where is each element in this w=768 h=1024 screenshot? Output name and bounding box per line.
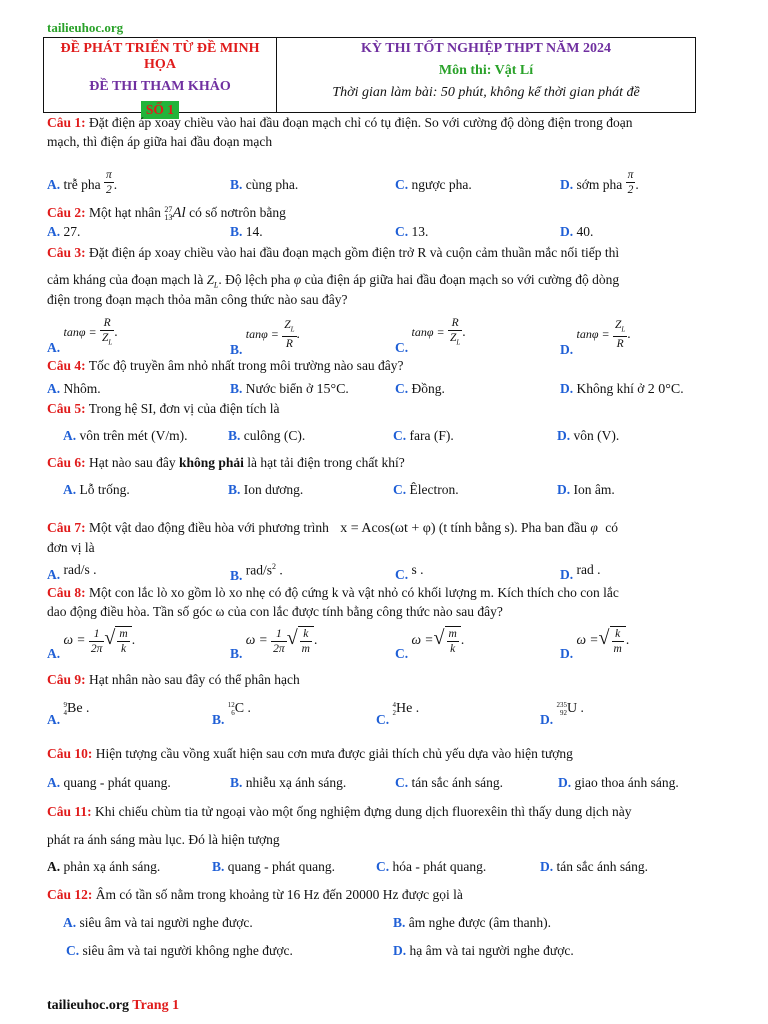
option-label: C. [395,224,409,239]
option-label: B. [230,341,243,357]
option-label: C. [395,339,409,355]
option-label: A. [47,177,61,192]
option-label: B. [230,567,243,583]
option-label: C. [395,567,409,582]
option-text: siêu âm và tai người nghe được. [79,915,253,930]
option-d[interactable]: D. ω =√ $\frac{k}{m}$ . [560,627,630,662]
exam-title: KỲ THI TỐT NGHIỆP THPT NĂM 2024 [361,41,611,56]
footer-site[interactable]: tailieuhoc.org [47,998,130,1013]
question-text: có số nơtrôn bằng [189,205,286,220]
option-label: D. [560,224,574,239]
option-text: Êlectron. [409,482,459,497]
option-label: D. [560,341,574,357]
question-text: (t tính bằng s). Pha ban đầu [438,520,588,535]
option-a[interactable] [47,859,160,875]
option-text: Nhôm. [63,381,101,396]
option-label: A. [47,859,61,874]
option-b[interactable] [230,177,298,193]
option-text: 27. [63,224,81,239]
option-label: C. [395,381,409,396]
option-text: quang - phát quang. [63,775,171,790]
question-label: Câu 6: [47,455,86,470]
option-label: A. [63,915,77,930]
option-text: fara (F). [409,428,454,443]
option-text: Nước biển ở [245,381,314,396]
question-text: là hạt tải điện trong chất khí? [247,455,405,470]
option-b[interactable] [212,859,335,875]
question-text: cảm kháng của đoạn mạch là [47,272,204,287]
option-d[interactable]: D. 235 92U . [540,700,584,727]
option-label: A. [63,428,77,443]
question-4 [47,358,404,374]
option-label: D. [560,381,574,396]
option-text: Không khí ở [576,381,645,396]
option-label: B. [230,224,243,239]
option-a[interactable]: A. trễ pha $\frac{\pi}{2}$ . [47,169,118,196]
option-label: A. [47,646,61,662]
option-c[interactable] [393,482,459,498]
option-text: vôn (V). [573,428,620,443]
question-1 [47,115,632,131]
question-text: Đặt điện áp xoay chiều vào hai đầu đoạn mạch chỉ có tụ điện. So với cường độ dòng điện trong đoạn [89,115,633,130]
option-label: B. [230,177,243,192]
option-label: A. [47,224,61,239]
option-b[interactable] [230,224,263,240]
option-label: C. [393,428,407,443]
option-text: giao thoa ánh sáng. [574,775,679,790]
option-b[interactable] [393,915,551,931]
option-label: B. [230,646,243,662]
option-c[interactable] [395,775,503,791]
option-b[interactable] [228,428,305,444]
question-text: Đặt điện áp xoay chiều vào hai đầu đoạn mạch gồm điện trở R và cuộn cảm thuần mắc nối tiếp thì [89,245,620,260]
question-text-cont: mạch, thì điện áp giữa hai đầu đoạn mạch [47,134,273,149]
option-a[interactable] [47,381,101,397]
question-text-cont: đơn vị là [47,540,95,555]
option-text: hạ âm và tai người nghe được. [409,943,574,958]
option-a[interactable]: A. tanφ = $\frac{R}{Z_L}$ . [47,317,118,355]
option-c[interactable] [395,177,472,193]
question-text: Một vật dao động điều hòa với phương trình [89,520,329,535]
page-number: Trang 1 [132,998,180,1013]
option-c[interactable] [393,428,454,444]
option-text: nhiễu xạ ánh sáng. [245,775,347,790]
question-text: có [605,520,618,535]
option-label: D. [557,482,571,497]
question-label: Câu 5: [47,401,86,416]
option-label: B. [228,428,241,443]
question-text: . Độ lệch pha [218,272,291,287]
site-name[interactable]: tailieuhoc.org [47,20,124,35]
option-label: C. [393,482,407,497]
option-label: B. [228,482,241,497]
question-text-cont: điện trong đoạn mạch thỏa mãn công thức nào sau đây? [47,292,348,307]
question-text: Một hạt nhân [89,205,162,220]
option-text: 40. [576,224,594,239]
option-d[interactable] [557,428,619,444]
option-label: D. [557,428,571,443]
question-label: Câu 10: [47,746,93,761]
question-3 [47,245,619,261]
option-a[interactable]: A. rad/s . [47,562,97,582]
option-text: culông (C). [243,428,306,443]
option-text: Đồng. [411,381,445,396]
question-text-cont: phát ra ánh sáng màu lục. Đó là hiện tượng [47,832,280,847]
question-text: của điện áp giữa hai đầu đoạn mạch so với cường độ dòng [304,272,620,287]
question-text: Trong hệ SI, đơn vị của điện tích là [88,401,280,416]
option-d[interactable]: D. rad . [560,562,601,582]
option-b[interactable]: B. ω = $\frac{1}{2\pi}$ √ $\frac{k}{m}$ . [230,627,318,662]
page-footer [47,998,179,1014]
exam-number-badge: SỐ 1 [141,101,179,119]
option-b[interactable]: B. rad/$s^2$ . [230,562,283,583]
option-text: phản xạ ánh sáng. [63,859,161,874]
option-label: A. [47,775,61,790]
option-d[interactable] [560,224,593,240]
option-c[interactable] [376,859,486,875]
option-label: D. [540,859,554,874]
option-text: âm nghe được (âm thanh). [408,915,552,930]
question-6 [47,455,405,471]
question-text-cont: cảm kháng của đoạn mạch là $Z_L$. Độ lệch pha φ của điện áp giữa hai đầu đoạn mạch so với cường độ dòng [47,272,620,290]
question-10 [47,746,573,762]
option-c[interactable]: C. tanφ = $\frac{R}{Z_L}$ . [395,317,466,355]
option-text: ngược pha. [411,177,472,192]
option-text: Ion âm. [573,482,615,497]
question-label: Câu 12: [47,887,93,902]
option-label: C. [66,943,80,958]
option-text: hóa - phát quang. [392,859,487,874]
option-d[interactable]: D. sớm pha $\frac{\pi}{2}$ . [560,169,639,196]
option-c[interactable]: C. ω =√ $\frac{m}{k}$ . [395,627,465,662]
option-c[interactable] [66,943,293,959]
option-a[interactable] [63,915,253,931]
option-text: tán sắc ánh sáng. [556,859,648,874]
option-label: D. [393,943,407,958]
header-left-line1: ĐỀ PHÁT TRIỂN TỪ ĐỀ MINH HỌA [60,41,260,72]
option-text: vôn trên mét (V/m). [79,428,188,443]
option-label: A. [47,381,61,396]
option-label: C. [376,712,390,727]
option-label: B. [393,915,406,930]
question-11 [47,804,632,820]
option-text: Ion dương. [243,482,304,497]
question-label: Câu 4: [47,358,86,373]
option-c[interactable]: C. s . [395,562,424,582]
option-text: quang - phát quang. [227,859,335,874]
option-label: C. [395,775,409,790]
question-12 [47,887,463,903]
option-c[interactable] [395,381,445,397]
question-label: Câu 7: [47,520,86,535]
option-label: C. [395,177,409,192]
option-label: B. [230,775,243,790]
option-label: C. [376,859,390,874]
option-b[interactable]: B. tanφ = $\frac{Z_L}{R}$ . [230,319,300,357]
option-label: B. [230,381,243,396]
option-c[interactable]: C. 4 2He . [376,700,420,727]
option-label: D. [540,712,554,727]
question-5 [47,401,280,417]
header-right [277,38,695,112]
question-label: Câu 11: [47,804,92,819]
option-text: Lỗ trống. [79,482,130,497]
option-label: D. [558,775,572,790]
option-text: rad/s [245,562,273,578]
option-text: tán sắc ánh sáng. [411,775,503,790]
option-a[interactable]: A. 9 4Be . [47,700,90,727]
option-label: A. [63,482,77,497]
question-text: Một con lắc lò xo gồm lò xo nhẹ có độ cứng k và vật nhỏ có khối lượng m. Kích thích cho con lắc [89,585,619,600]
question-text: Âm có tần số nằm trong khoảng từ 16 Hz đến 20000 Hz được gọi là [95,887,463,902]
header-left [44,38,277,117]
option-d[interactable]: D. tanφ = $\frac{Z_L}{R}$ . [560,319,631,357]
option-label: C. [395,646,409,662]
option-b[interactable]: B. Nước biển ở 15°C. [230,381,349,397]
question-label: Câu 8: [47,585,86,600]
question-text: Hạt nào sau đây [89,455,176,470]
option-a[interactable] [63,428,187,444]
exam-header [43,37,696,117]
option-b[interactable] [228,482,303,498]
question-label: Câu 9: [47,672,86,687]
question-text: Hiện tượng cầu vồng xuất hiện sau cơn mưa được giải thích chủ yếu dựa vào hiện tượng [95,746,573,761]
time-limit: Thời gian làm bài: 50 phút, không kể thời gian phát đề [332,85,640,100]
question-label: Câu 1: [47,115,86,130]
question-label: Câu 2: [47,205,86,220]
option-label: B. [212,859,225,874]
option-b[interactable] [230,775,346,791]
option-label: A. [47,339,61,355]
option-text: rad [576,562,594,577]
question-emphasis: không phải [179,455,244,470]
option-label: D. [560,646,574,662]
header-left-line2: ĐỀ THI THAM KHẢO [89,79,231,94]
question-9 [47,672,300,688]
option-d[interactable] [540,859,648,875]
option-text: trễ pha [63,177,101,192]
subject: Môn thi: Vật Lí [438,63,534,78]
question-text-cont: dao động điều hòa. Tần số góc ω của con lắc được tính bằng công thức nào sau đây? [47,604,503,619]
option-text: 14. [245,224,263,239]
question-label: Câu 3: [47,245,86,260]
question-text: Hạt nhân nào sau đây có thể phân hạch [89,672,300,687]
option-text: s [411,562,417,577]
option-label: D. [560,567,574,582]
option-text: cùng pha. [245,177,299,192]
option-text: sớm pha [576,177,623,192]
option-text: rad/s [63,562,90,577]
option-d[interactable] [558,775,679,791]
option-d[interactable] [393,943,574,959]
option-label: D. [560,177,574,192]
option-label: A. [47,712,61,727]
question-text: Tốc độ truyền âm nhỏ nhất trong môi trường nào sau đây? [88,358,404,373]
option-text: 13. [411,224,429,239]
question-8 [47,585,619,601]
option-b[interactable]: B. 12 6C . [212,700,251,727]
option-a[interactable] [63,482,130,498]
option-a[interactable] [47,224,80,240]
option-c[interactable] [395,224,428,240]
option-a[interactable] [47,775,171,791]
question-2: Câu 2: Một hạt nhân 27 13Al có số nơtrôn bằng [47,204,286,222]
option-label: B. [212,712,225,727]
option-d[interactable]: D. Không khí ở 2 0°C. [560,381,684,397]
option-text: siêu âm và tai người không nghe được. [82,943,293,958]
question-text: Khi chiếu chùm tia tử ngoại vào một ống nghiệm đựng dung dịch fluorexêin thì thấy dung dịch này [95,804,632,819]
option-label: A. [47,567,61,582]
question-7: Câu 7: Một vật dao động điều hòa với phương trình x = Acos(ωt + φ) (t tính bằng s). Pha ban đầu φ có [47,520,618,536]
option-d[interactable] [557,482,615,498]
option-a[interactable]: A. ω = $\frac{1}{2\pi}$ √ $\frac{m}{k}$ . [47,627,136,662]
